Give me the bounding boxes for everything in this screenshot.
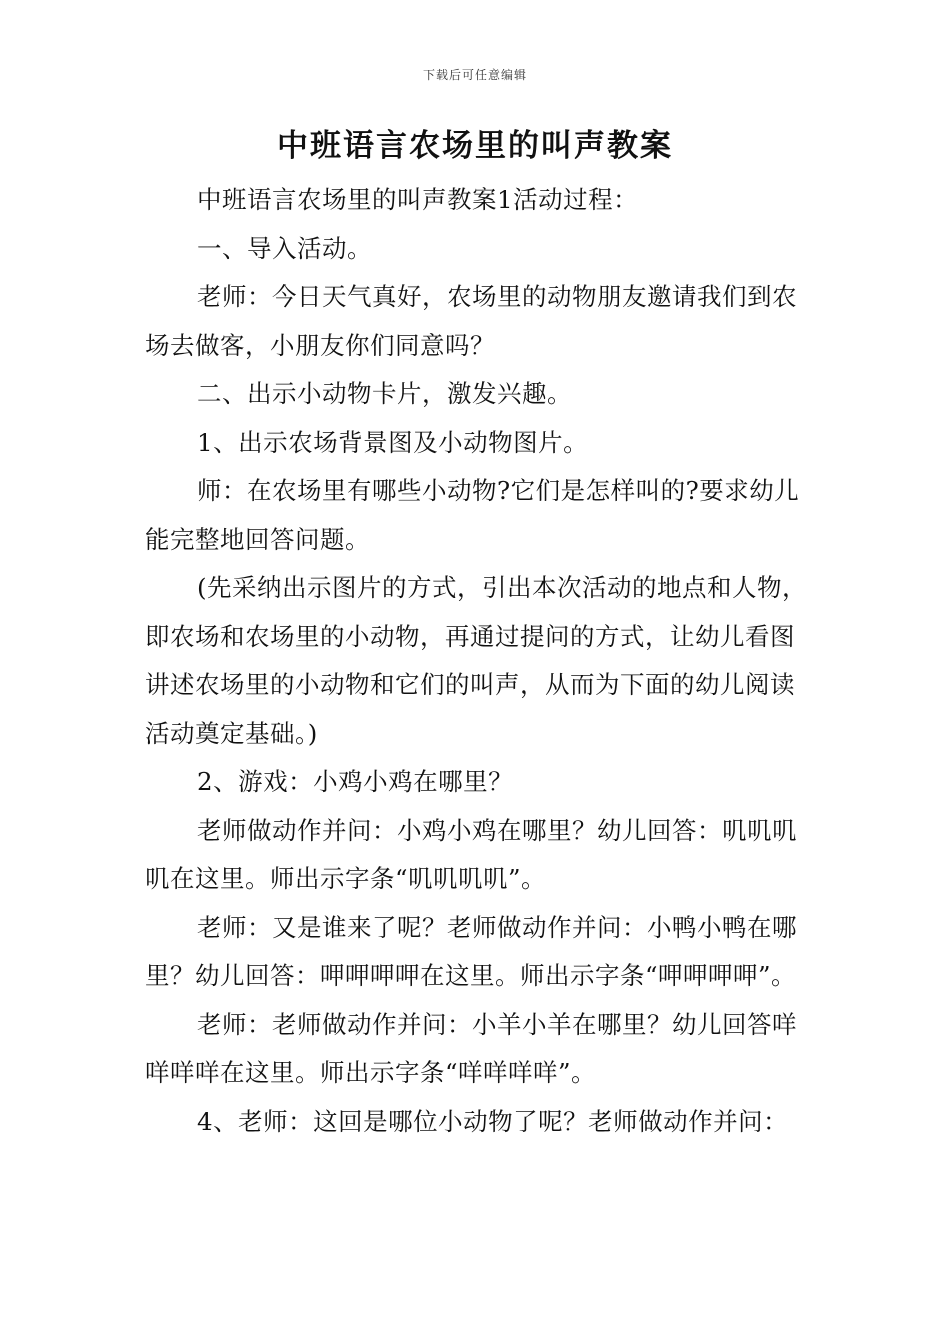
paragraph: 二、出示小动物卡片，激发兴趣。 — [197, 379, 572, 408]
paragraph: 4、老师：这回是哪位小动物了呢？老师做动作并问： — [197, 1106, 789, 1136]
paragraph: 师：在农场里有哪些小动物?它们是怎样叫的?要求幼儿能完整地回答问题。 — [145, 476, 800, 554]
paragraph: 老师：老师做动作并问：小羊小羊在哪里？幼儿回答咩咩咩咩在这里。师出示字条“咩咩咩咩”。 — [145, 1009, 797, 1087]
paragraph: 老师：今日天气真好，农场里的动物朋友邀请我们到农场去做客，小朋友你们同意吗？ — [145, 282, 797, 360]
paragraph: 老师做动作并问：小鸡小鸡在哪里？幼儿回答：叽叽叽叽在这里。师出示字条“叽叽叽叽”。 — [145, 815, 797, 893]
document-body — [145, 176, 810, 1146]
paragraph: 中班语言农场里的叫声教案1活动过程： — [197, 185, 639, 214]
paragraph: 一、导入活动。 — [197, 233, 372, 263]
header-note: 下载后可任意编辑 — [422, 68, 527, 82]
paragraph: 2、游戏：小鸡小鸡在哪里？ — [197, 767, 514, 796]
paragraph: (先采纳出示图片的方式，引出本次活动的地点和人物，即农场和农场里的小动物，再通过提问的方式，让幼儿看图讲述农场里的小动物和它们的叫声，从而为下面的幼儿阅读活动奠定基础。) — [145, 573, 808, 748]
paragraph: 1、出示农场背景图及小动物图片。 — [197, 427, 589, 457]
paragraph: 老师：又是谁来了呢？老师做动作并问：小鸭小鸭在哪里？幼儿回答：呷呷呷呷在这里。师出示字条“呷呷呷呷”。 — [145, 912, 797, 990]
document-title: 中班语言农场里的叫声教案 — [277, 128, 673, 164]
